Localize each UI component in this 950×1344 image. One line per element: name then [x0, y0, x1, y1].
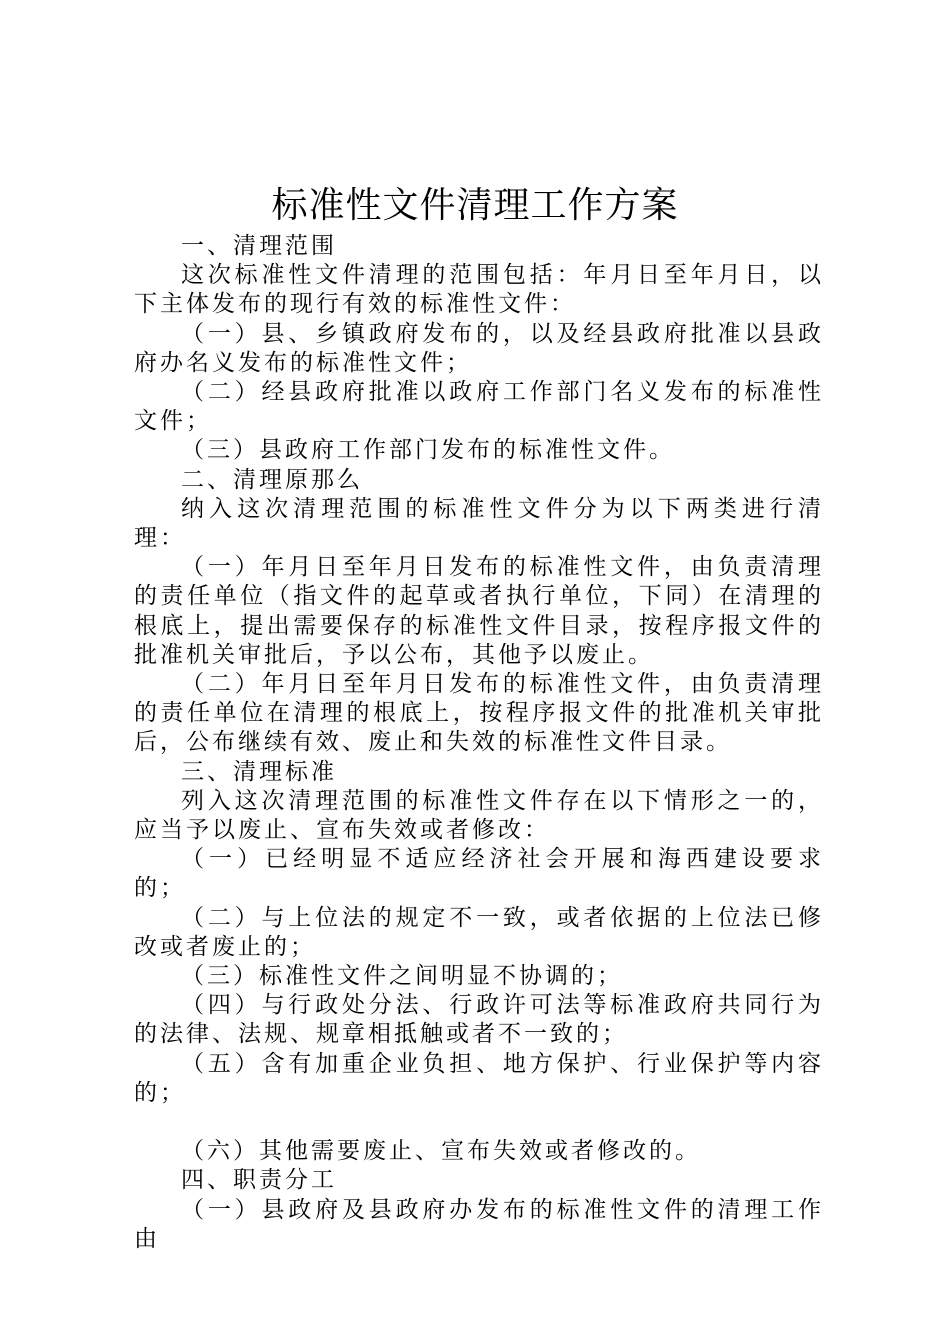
- paragraph-standards-item-3: （三）标准性文件之间明显不协调的；: [181, 963, 623, 990]
- section-heading-principles: 二、清理原那么: [181, 466, 363, 493]
- paragraph-scope-item-2: （二）经县政府批准以政府工作部门名义发布的标准性文件；: [134, 379, 824, 435]
- paragraph-principles-item-1: （一）年月日至年月日发布的标准性文件，由负责清理的责任单位（指文件的起草或者执行单位，下同）在清理的根底上，提出需要保存的标准性文件目录，按程序报文件的批准机关审批后，予以公布，其他予以废止。: [134, 554, 824, 668]
- paragraph-standards-intro: 列入这次清理范围的标准性文件存在以下情形之一的，应当予以废止、宣布失效或者修改：: [134, 787, 824, 844]
- blank-line: [134, 1108, 824, 1137]
- section-heading-standards: 三、清理标准: [181, 758, 337, 785]
- paragraph-standards-item-2: （二）与上位法的规定不一致，或者依据的上位法已修改或者废止的；: [134, 904, 824, 960]
- paragraph-standards-item-1: （一）已经明显不适应经济社会开展和海西建设要求的；: [134, 846, 824, 902]
- section-heading-responsibilities: 四、职责分工: [181, 1167, 337, 1194]
- document-title: 标准性文件清理工作方案: [271, 185, 679, 226]
- paragraph-scope-item-1: （一）县、乡镇政府发布的，以及经县政府批准以县政府办名义发布的标准性文件；: [134, 320, 824, 376]
- paragraph-standards-item-5: （五）含有加重企业负担、地方保护、行业保护等内容的；: [134, 1050, 824, 1106]
- paragraph-standards-item-6: （六）其他需要废止、宣布失效或者修改的。: [181, 1138, 701, 1165]
- document-body: [134, 232, 824, 1254]
- paragraph-principles-intro: 纳入这次清理范围的标准性文件分为以下两类进行清理：: [134, 495, 824, 552]
- paragraph-responsibilities-item-1: （一）县政府及县政府办发布的标准性文件的清理工作由: [134, 1196, 824, 1252]
- paragraph-scope-intro: 这次标准性文件清理的范围包括：年月日至年月日，以下主体发布的现行有效的标准性文件：: [134, 262, 824, 318]
- paragraph-standards-item-4: （四）与行政处分法、行政许可法等标准政府共同行为的法律、法规、规章相抵触或者不一致的；: [134, 992, 824, 1048]
- paragraph-scope-item-3: （三）县政府工作部门发布的标准性文件。: [181, 437, 675, 464]
- paragraph-principles-item-2: （二）年月日至年月日发布的标准性文件，由负责清理的责任单位在清理的根底上，按程序报文件的批准机关审批后，公布继续有效、废止和失效的标准性文件目录。: [134, 671, 824, 756]
- section-heading-scope: 一、清理范围: [181, 233, 337, 259]
